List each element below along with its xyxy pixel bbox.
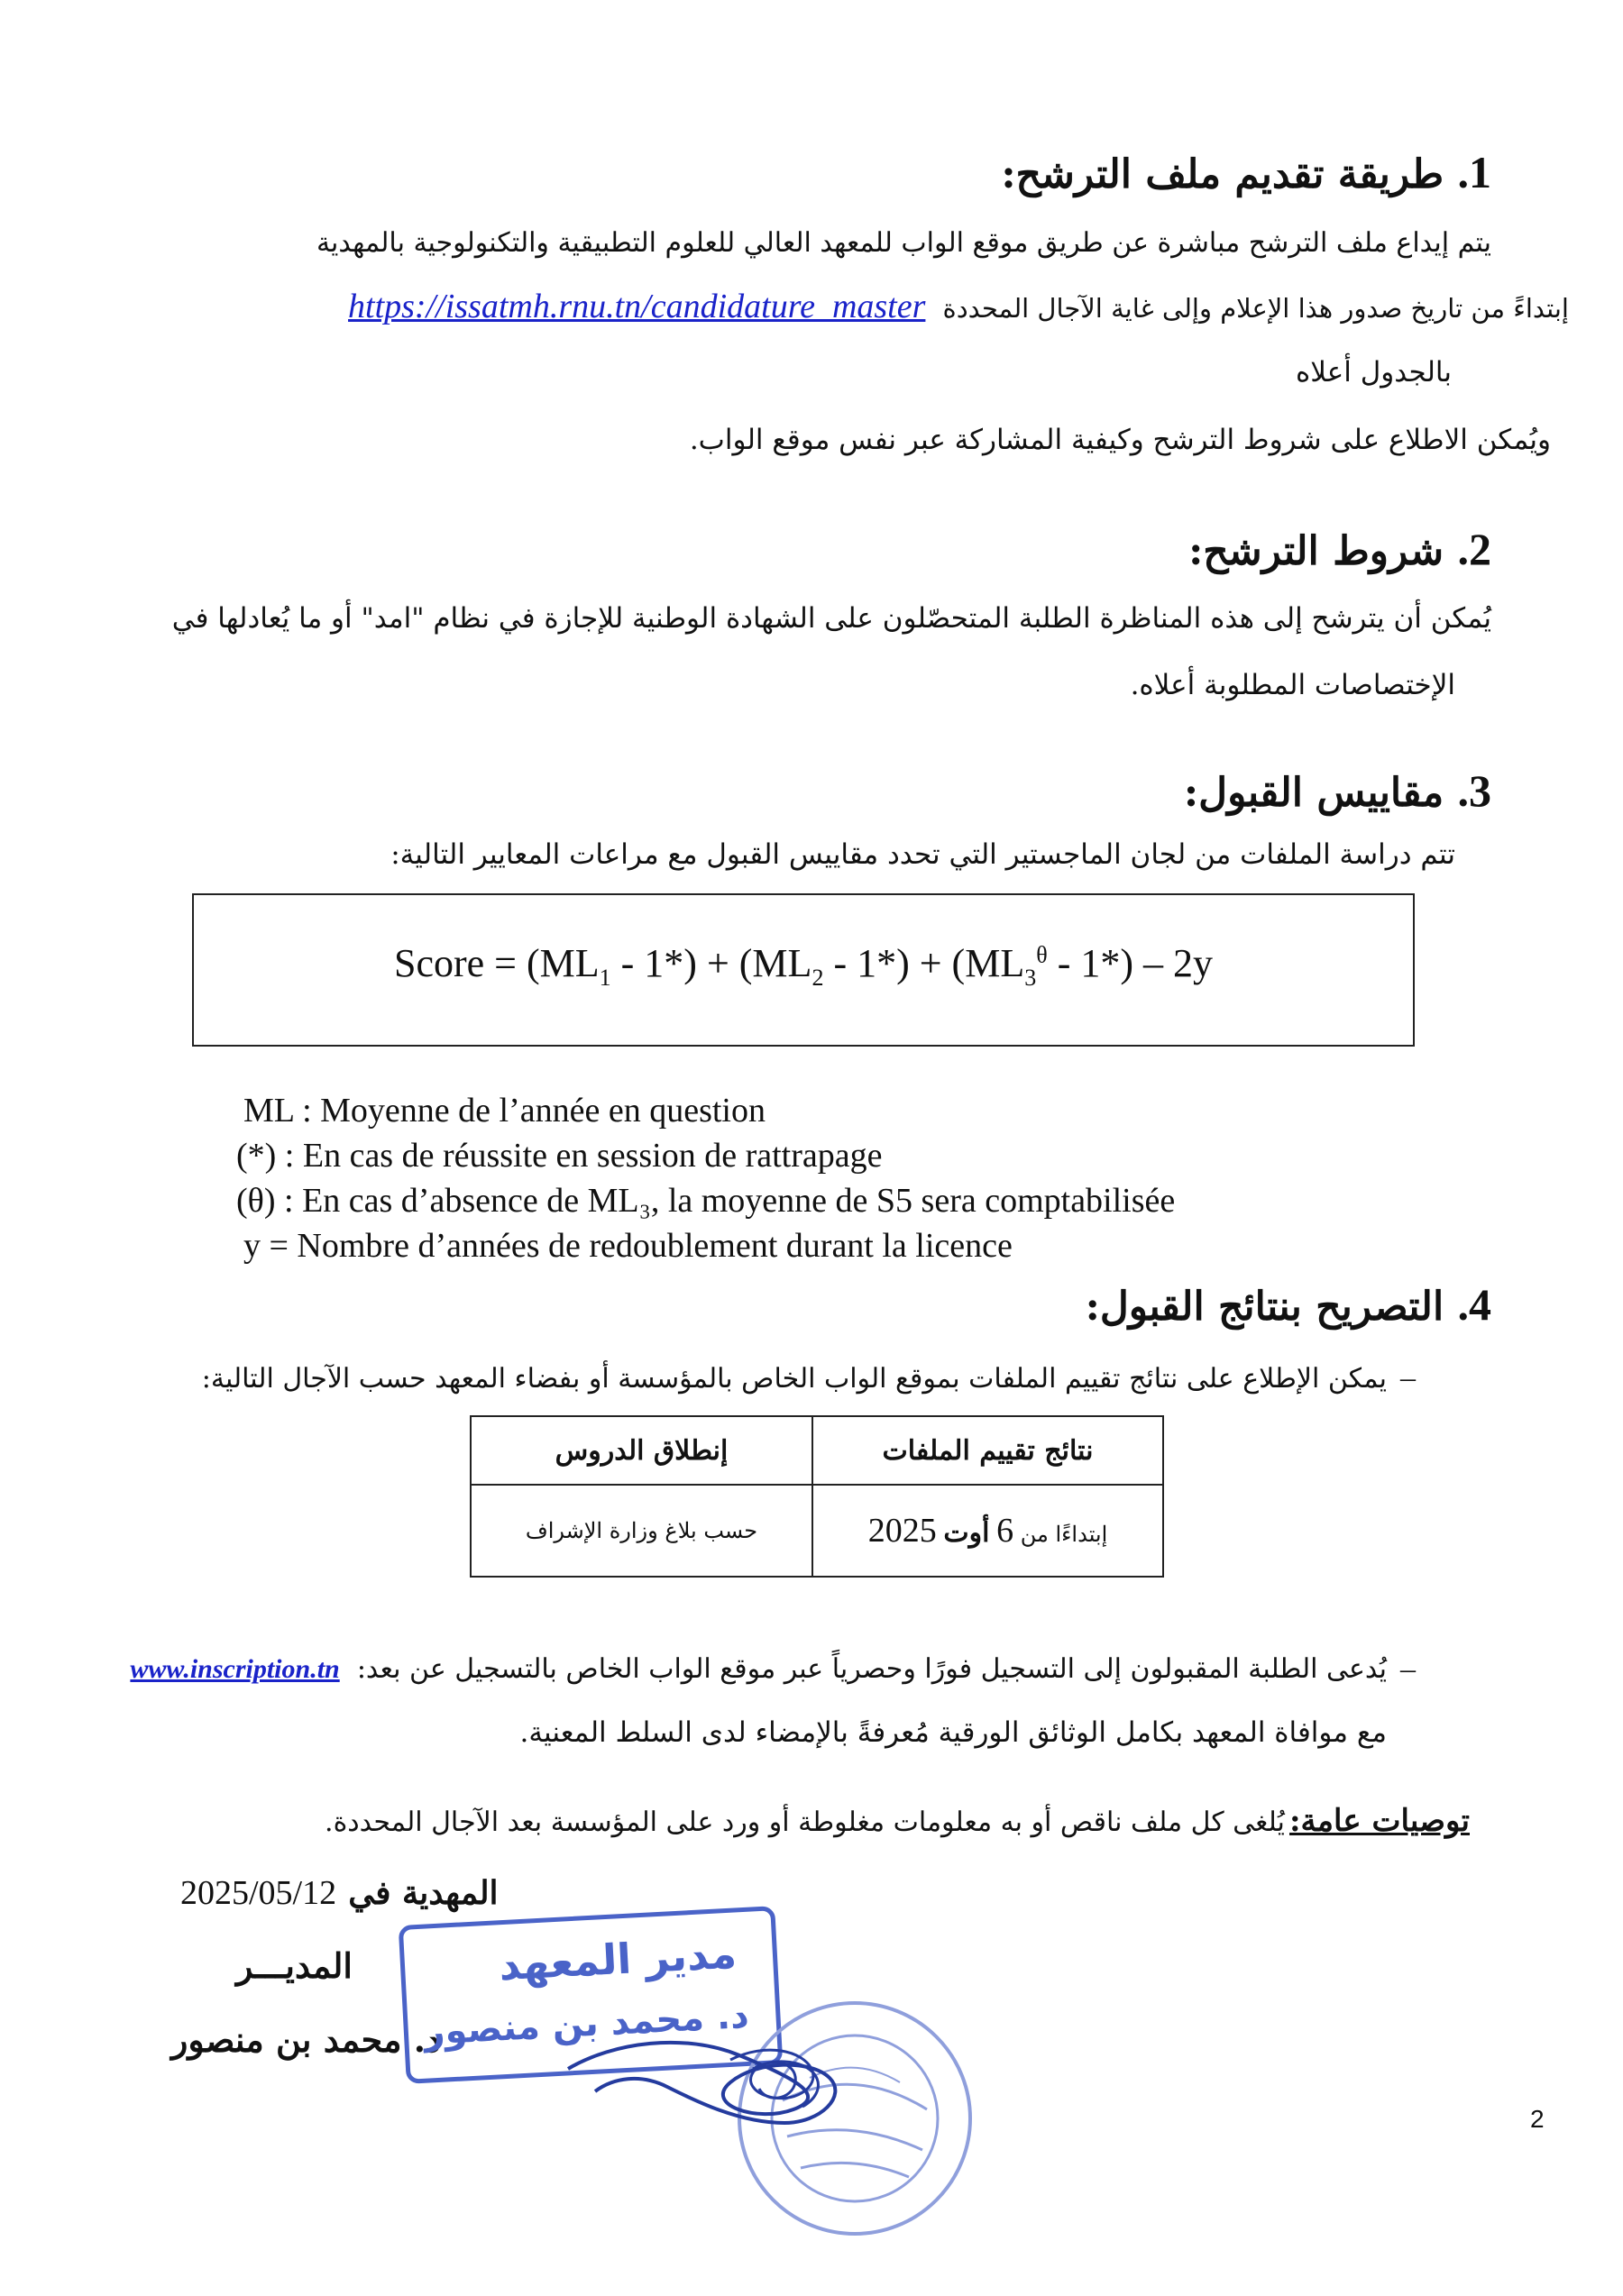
bullet-dash-1: –: [1400, 1361, 1416, 1395]
section-4-heading: [1086, 1278, 1491, 1331]
date-month: أوت: [943, 1517, 990, 1549]
signature-date: 2025/05/12: [180, 1874, 337, 1912]
stamp-title: مدير المعهد: [497, 1928, 738, 1990]
results-table: [470, 1415, 1164, 1578]
section-2-title: شروط الترشح:: [1188, 528, 1444, 574]
section-4-bullet2-line2: مع موافاة المعهد بكامل الوثائق الورقية مُعرفةً بالإمضاء لدى السلط المعنية.: [519, 1716, 1387, 1749]
place-date: [180, 1873, 499, 1913]
table-header-courses: إنطلاق الدروس: [471, 1416, 812, 1485]
section-1-line4: ويُمكن الاطلاع على شروط الترشح وكيفية المشاركة عبر نفس موقع الواب.: [689, 424, 1551, 456]
director-title: المديـــر: [236, 1945, 353, 1986]
legend-theta: (θ) : En cas d’absence de ML₃, la moyenne de S5 sera comptabilisée: [236, 1182, 1176, 1220]
section-3-title: مقاييس القبول:: [1183, 770, 1444, 816]
date-year: 2025: [867, 1512, 937, 1550]
stamp-name: د. محمد بن منصور: [423, 1994, 750, 2054]
legend-y: y = Nombre d’années de redoublement durant la licence: [243, 1227, 1013, 1265]
section-3-number: 3.: [1457, 765, 1491, 816]
candidature-link[interactable]: https://issatmh.rnu.tn/candidature_master: [348, 288, 926, 325]
section-4-number: 4.: [1457, 1279, 1491, 1330]
signature-scribble-icon: [559, 2006, 857, 2141]
section-1-line2: [348, 287, 1569, 326]
director-name: د. محمد بن منصور: [171, 2019, 441, 2060]
section-2-number: 2.: [1457, 524, 1491, 574]
signature-place: المهدية في: [348, 1874, 499, 1912]
date-prefix: إبتداءًا من: [1020, 1522, 1108, 1547]
section-2-line2: الإختصاصات المطلوبة أعلاه.: [1130, 669, 1455, 701]
section-4-bullet2: [130, 1653, 1387, 1685]
section-4-bullet1: يمكن الإطلاع على نتائج تقييم الملفات بموقع الواب الخاص بالمؤسسة أو بفضاء المعهد حسب الآجال التالية:: [201, 1363, 1387, 1395]
score-formula: Score = $(ML_1 - 1*) + (ML_2 - 1*) + (ML_3^\theta - 1*) - 2y$: [394, 941, 1213, 991]
section-1-heading: [1001, 146, 1491, 198]
recommendations: [325, 1803, 1470, 1839]
inscription-link[interactable]: www.inscription.tn: [130, 1654, 340, 1684]
table-cell-courses-start: حسب بلاغ وزارة الإشراف: [471, 1485, 812, 1577]
formula-box: [192, 893, 1415, 1047]
section-1-title: طريقة تقديم ملف الترشح:: [1001, 151, 1444, 197]
bullet2-text: يُدعى الطلبة المقبولون إلى التسجيل فورًا وحصرياً عبر موقع الواب الخاص بالتسجيل عن بعد:: [356, 1653, 1387, 1685]
legend-star: (*) : En cas de réussite en session de rattrapage: [236, 1137, 883, 1175]
legend-ml: ML : Moyenne de l’année en question: [243, 1092, 766, 1130]
section-3-heading: [1184, 764, 1491, 817]
section-1-number: 1.: [1457, 147, 1491, 197]
section-1-line3: بالجدول أعلاه: [1296, 356, 1452, 389]
table-cell-results-date: [812, 1485, 1163, 1577]
section-1-line1: يتم إيداع ملف الترشح مباشرة عن طريق موقع الواب للمعهد العالي للعلوم التطبيقية والتكنولوجية بالمهدية: [316, 227, 1491, 259]
section-3-line1: تتم دراسة الملفات من لجان الماجستير التي تحدد مقاييس القبول مع مراعات المعايير التالية:: [390, 838, 1455, 871]
section-2-line1: يُمكن أن يترشح إلى هذه المناظرة الطلبة المتحصّلون على الشهادة الوطنية للإجازة في نظام "امد" أو ما يُعادلها في: [171, 602, 1491, 635]
date-day: 6: [996, 1512, 1014, 1550]
recommendations-label: توصيات عامة:: [1289, 1803, 1470, 1839]
section-4-title: التصريح بنتائج القبول:: [1085, 1284, 1444, 1330]
recommendations-text: يُلغى كل ملف ناقص أو به معلومات مغلوطة أو ورد على المؤسسة بعد الآجال المحددة.: [325, 1807, 1285, 1838]
bullet-dash-2: –: [1400, 1652, 1416, 1686]
page-number: 2: [1530, 2105, 1545, 2133]
section-2-heading: [1188, 523, 1491, 575]
table-header-results: نتائج تقييم الملفات: [812, 1416, 1163, 1485]
section-1-date-text: إبتداءً من تاريخ صدور هذا الإعلام وإلى غاية الآجال المحددة: [942, 293, 1569, 324]
